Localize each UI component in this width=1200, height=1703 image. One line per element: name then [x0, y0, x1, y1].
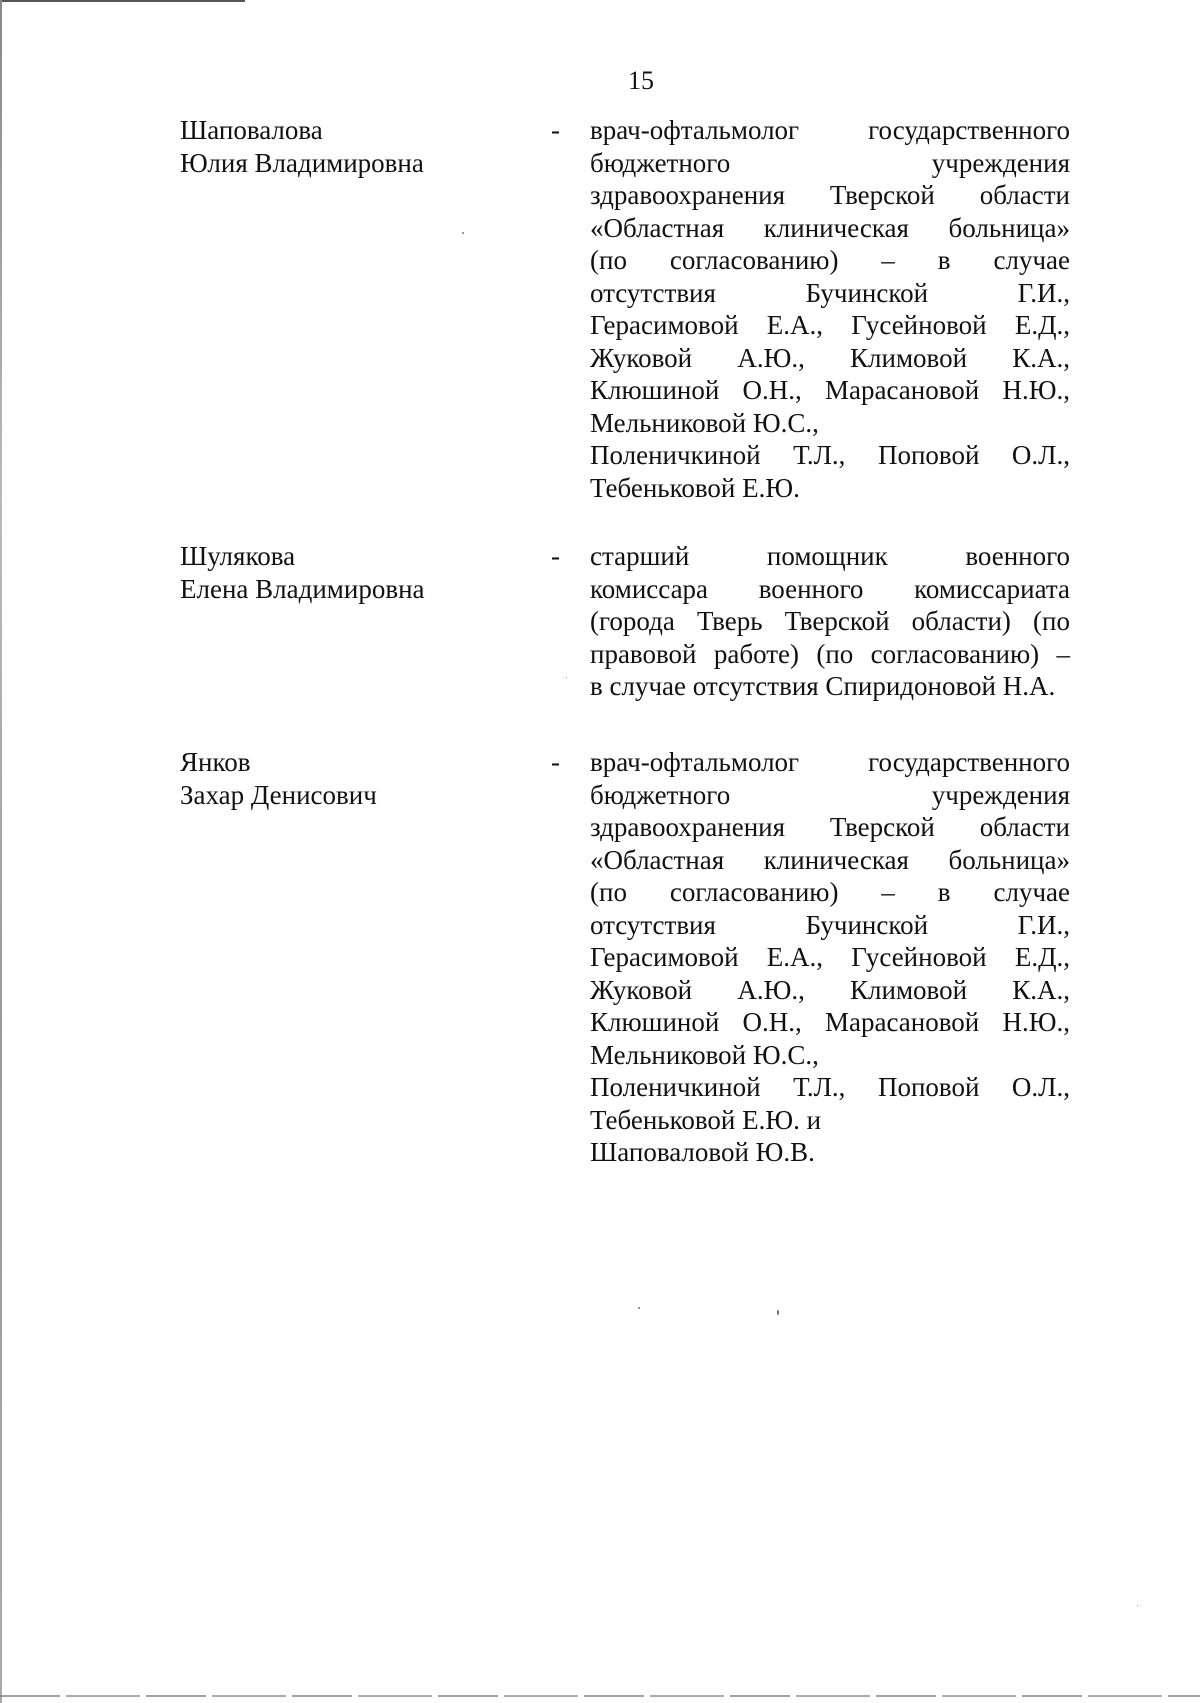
position-line: (по согласованию) – в случае — [590, 245, 1070, 275]
scan-edge-top — [0, 0, 245, 2]
person-given-names: Захар Денисович — [180, 779, 377, 810]
scan-speck — [777, 1310, 779, 1315]
position-line: (города Тверь Тверской области) (по — [590, 606, 1070, 636]
scan-speck — [1137, 1605, 1138, 1606]
position-line: Мельниковой Ю.С., — [590, 1039, 819, 1070]
person-given-names: Юлия Владимировна — [180, 147, 424, 178]
position-line: Герасимовой Е.А., Гусейновой Е.Д., — [590, 942, 1070, 972]
position-line: здравоохранения Тверской области — [590, 180, 1070, 210]
scan-edge-left — [0, 0, 2, 1703]
person-surname: Шулякова — [180, 541, 296, 571]
person-surname: Янков — [180, 747, 251, 777]
position-line: Клюшиной О.Н., Марасановой Н.Ю., — [590, 375, 1070, 405]
position-line: Жуковой А.Ю., Климовой К.А., — [590, 342, 1070, 373]
position-line: Шаповаловой Ю.В. — [590, 1137, 815, 1167]
position-line: бюджетного учреждения — [590, 147, 1070, 178]
position-line: «Областная клиническая больница» — [590, 844, 1070, 875]
position-line: Поленичкиной Т.Л., Поповой О.Л., — [590, 440, 1070, 470]
scan-speck — [566, 677, 567, 678]
position-line: Клюшиной О.Н., Марасановой Н.Ю., — [590, 1007, 1070, 1037]
position-line: отсутствия Бучинской Г.И., — [590, 909, 1070, 940]
dash-separator: - — [551, 747, 560, 777]
position-line: Тебеньковой Е.Ю. и — [590, 1104, 822, 1135]
position-line: (по согласованию) – в случае — [590, 877, 1070, 907]
position-line: Тебеньковой Е.Ю. — [590, 472, 800, 503]
position-description — [590, 540, 1070, 703]
scan-speck — [638, 1307, 640, 1309]
position-line: Мельниковой Ю.С., — [590, 407, 819, 438]
position-line: старший помощник военного — [590, 541, 1070, 571]
position-line: «Областная клиническая больница» — [590, 212, 1070, 243]
position-line: врач-офтальмолог государственного — [590, 747, 1070, 777]
page-number: 15 — [628, 66, 654, 95]
dash-separator: - — [551, 541, 560, 571]
position-line: бюджетного учреждения — [590, 779, 1070, 810]
scan-speck — [462, 232, 464, 234]
position-line: комиссара военного комиссариата — [590, 573, 1070, 604]
position-line: Герасимовой Е.А., Гусейновой Е.Д., — [590, 310, 1070, 340]
person-given-names: Елена Владимировна — [180, 573, 425, 604]
person-name — [180, 114, 510, 179]
position-line: правовой работе) (по согласованию) – — [590, 638, 1070, 669]
dash-separator: - — [551, 115, 560, 145]
person-name — [180, 540, 510, 605]
position-description — [590, 114, 1070, 504]
position-line: Поленичкиной Т.Л., Поповой О.Л., — [590, 1072, 1070, 1102]
person-name — [180, 746, 510, 811]
position-line: здравоохранения Тверской области — [590, 812, 1070, 842]
scan-edge-bottom — [0, 1695, 1200, 1697]
person-surname: Шаповалова — [180, 115, 323, 145]
position-line: врач-офтальмолог государственного — [590, 115, 1070, 145]
position-line: Жуковой А.Ю., Климовой К.А., — [590, 974, 1070, 1005]
position-line: отсутствия Бучинской Г.И., — [590, 277, 1070, 308]
position-description — [590, 746, 1070, 1169]
position-line: в случае отсутствия Спиридоновой Н.А. — [590, 671, 1056, 701]
